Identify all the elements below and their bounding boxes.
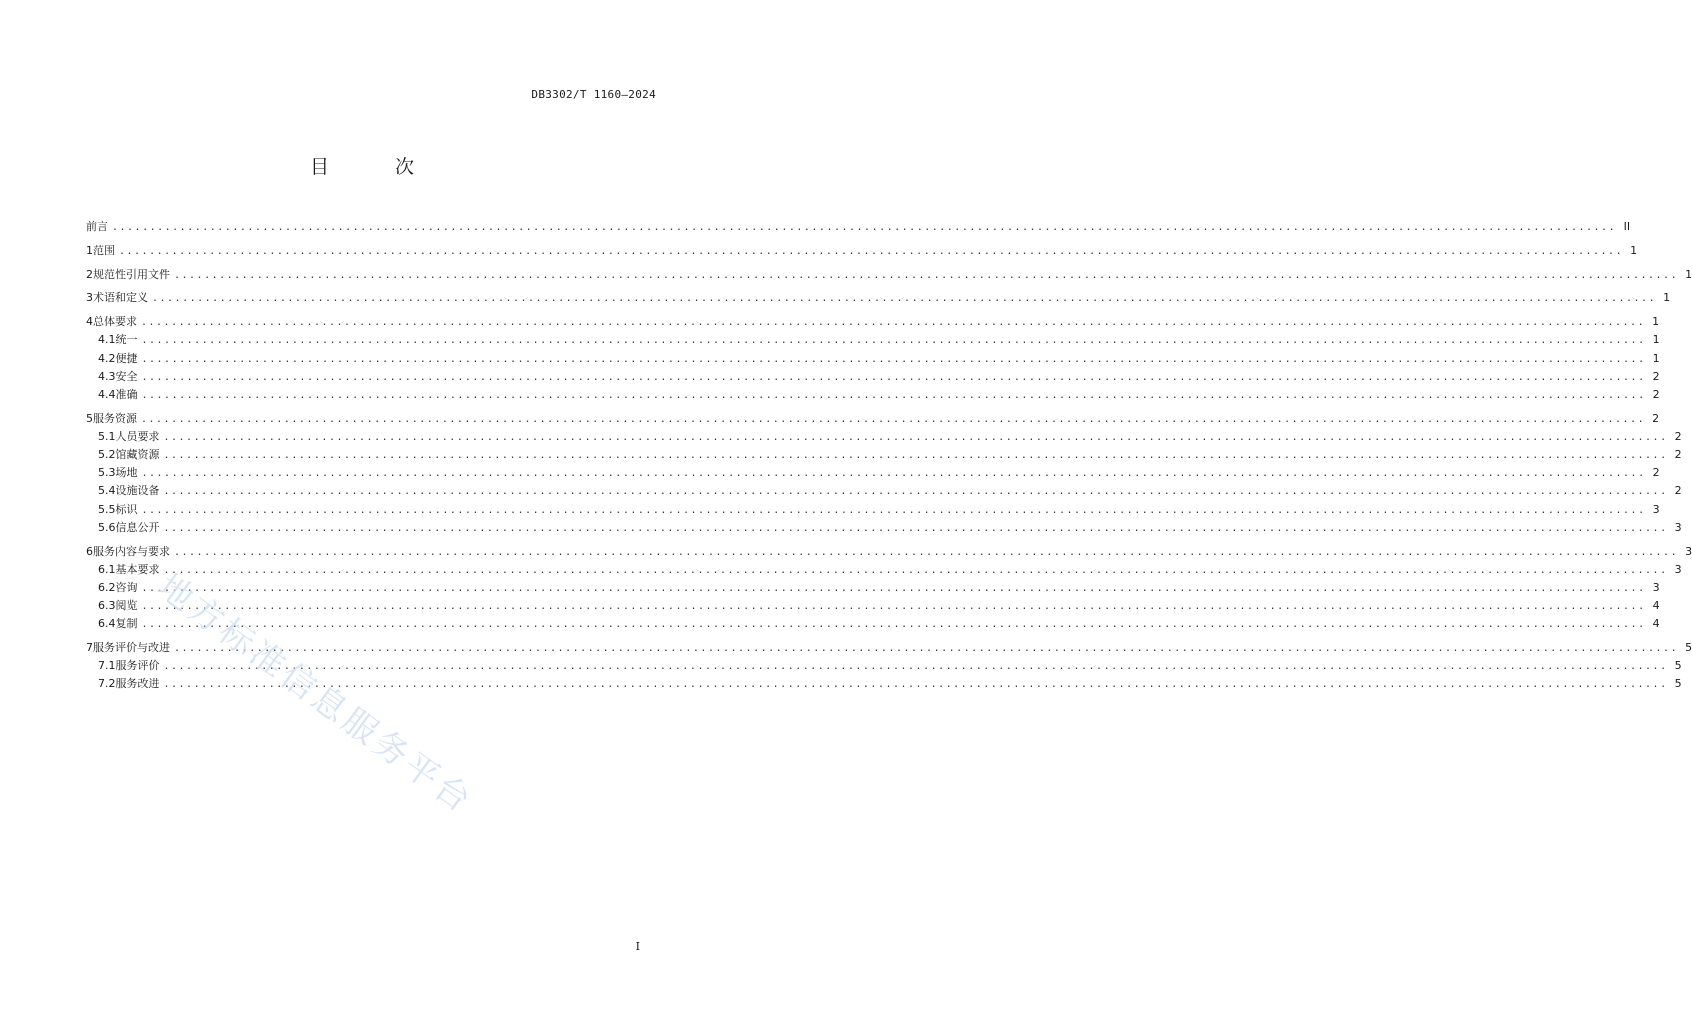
toc-entry-number: 4 (86, 315, 93, 329)
toc-entry-label: 咨询 (115, 580, 138, 594)
toc-entry[interactable] (86, 313, 1660, 331)
toc-entry[interactable] (86, 368, 1660, 386)
toc-entry-number: 6.3 (98, 599, 116, 613)
toc-entry-page: 2 (1674, 429, 1682, 443)
toc-entry-page: 5 (1685, 641, 1692, 655)
toc-dot-leader: ........................................................................................................................................................................................................ (141, 619, 1646, 631)
toc-dot-leader: ........................................................................................................................................................................................................ (141, 335, 1646, 347)
toc-entry-page: 1 (1652, 351, 1660, 365)
toc-entry-page: 3 (1652, 580, 1660, 594)
toc-entry-number: 6 (86, 544, 93, 558)
toc-dot-leader: ........................................................................................................................................................................................................ (163, 679, 1668, 691)
toc-entry-number: 6.4 (98, 617, 116, 631)
toc-entry-label: 场地 (115, 466, 138, 480)
toc-entry-label: 范围 (93, 243, 115, 257)
toc-entry-page: 3 (1674, 562, 1682, 576)
toc-dot-leader: ........................................................................................................................................................................................................ (141, 317, 1646, 329)
toc-entry-number: 5 (86, 411, 93, 425)
toc-entry-number: 6.1 (98, 562, 116, 576)
toc-entry-number: 4.2 (98, 351, 116, 365)
toc-entry-label: 便捷 (115, 351, 138, 365)
toc-entry[interactable] (86, 218, 1631, 236)
toc-entry-label: 总体要求 (93, 315, 137, 329)
toc-entry[interactable] (86, 410, 1660, 428)
toc-entry-number: 5.4 (98, 484, 116, 498)
document-code: DB3302/T 1160—2024 (531, 88, 656, 101)
toc-dot-leader: ........................................................................................................................................................................................................ (112, 222, 1617, 233)
toc-entry-page: 2 (1652, 411, 1660, 425)
toc-entry-label: 基本要求 (115, 562, 160, 576)
toc-entry-page: 3 (1685, 544, 1692, 558)
toc-dot-leader: ........................................................................................................................................................................................................ (174, 269, 1679, 281)
toc-entry-label: 服务评价 (115, 659, 160, 673)
toc-entry-page: 5 (1674, 677, 1682, 691)
toc-entry-label: 信息公开 (115, 520, 160, 534)
toc-entry[interactable] (86, 242, 1638, 260)
toc-dot-leader: ........................................................................................................................................................................................................ (163, 522, 1668, 534)
toc-entry[interactable] (86, 331, 1660, 349)
toc-entry-number: 1 (86, 243, 93, 257)
toc-entry-page: 2 (1652, 387, 1660, 401)
toc-entry[interactable] (86, 579, 1660, 597)
watermark: 地方标准信息服务平台 (149, 566, 481, 823)
toc-entry-number: 4.1 (98, 333, 116, 347)
toc-entry-label: 服务内容与要求 (93, 544, 170, 558)
toc-dot-leader: ........................................................................................................................................................................................................ (141, 582, 1646, 594)
toc-entry-number: 7.1 (98, 659, 116, 673)
toc-entry-page: 1 (1630, 243, 1638, 257)
toc-entry-label: 服务资源 (93, 411, 137, 425)
toc-entry-page: 3 (1652, 502, 1660, 516)
toc-dot-leader: ........................................................................................................................................................................................................ (174, 643, 1679, 655)
toc-entry-number: 5.2 (98, 448, 116, 462)
toc-entry-label: 标识 (115, 502, 138, 516)
toc-dot-leader: ........................................................................................................................................................................................................ (163, 486, 1668, 498)
toc-entry-page: 4 (1652, 617, 1660, 631)
toc-dot-leader: ........................................................................................................................................................................................................ (141, 504, 1646, 516)
toc-title: 目 次 (309, 156, 445, 178)
toc-dot-leader: ........................................................................................................................................................................................................ (163, 564, 1668, 576)
toc-entry[interactable] (86, 464, 1660, 482)
toc-entry-label: 术语和定义 (93, 291, 148, 305)
toc-entry-page: 1 (1685, 267, 1692, 281)
toc-entry-number: 5.5 (98, 502, 116, 516)
toc-dot-leader: ........................................................................................................................................................................................................ (174, 546, 1679, 558)
toc-dot-leader: ........................................................................................................................................................................................................ (141, 389, 1646, 401)
toc-entry[interactable] (86, 597, 1660, 615)
toc-entry-number: 2 (86, 267, 93, 281)
toc-entry-page: 4 (1652, 599, 1660, 613)
toc-entry-label: 复制 (115, 617, 138, 631)
toc-entry-page: 2 (1652, 466, 1660, 480)
toc-entry-label: 人员要求 (115, 429, 160, 443)
toc-entry-page: 5 (1674, 659, 1682, 673)
toc-entry-page: 2 (1652, 369, 1660, 383)
toc-entry-number: 6.2 (98, 580, 116, 594)
toc-dot-leader: ........................................................................................................................................................................................................ (141, 353, 1646, 365)
toc-dot-leader: ........................................................................................................................................................................................................ (141, 413, 1646, 425)
toc-entry[interactable] (86, 543, 1692, 561)
toc-dot-leader: ........................................................................................................................................................................................................ (141, 468, 1646, 480)
toc-entry-number: 7 (86, 641, 93, 655)
toc-entry-page: 1 (1663, 291, 1671, 305)
toc-entry[interactable] (86, 561, 1682, 579)
toc-entry-page: 1 (1652, 315, 1660, 329)
toc-entry-number: 5.6 (98, 520, 116, 534)
toc-entry-label: 阅览 (115, 599, 138, 613)
toc-entry-label: 安全 (115, 369, 138, 383)
page-number: I (635, 940, 640, 953)
toc-entry-label: 设施设备 (115, 484, 160, 498)
toc-entry[interactable] (86, 519, 1682, 537)
toc-entry[interactable] (86, 289, 1671, 307)
toc-entry-number: 4.4 (98, 387, 116, 401)
toc-entry[interactable] (86, 428, 1682, 446)
toc-entry-label: 统一 (115, 333, 138, 347)
toc-entry-label: 服务改进 (115, 677, 160, 691)
table-of-contents (86, 218, 1692, 694)
toc-entry[interactable] (86, 350, 1660, 368)
toc-dot-leader: ........................................................................................................................................................................................................ (163, 450, 1668, 462)
toc-dot-leader: ........................................................................................................................................................................................................ (163, 431, 1668, 443)
toc-entry[interactable] (86, 501, 1660, 519)
toc-entry[interactable] (86, 446, 1682, 464)
toc-entry-page: 2 (1674, 448, 1682, 462)
toc-entry[interactable] (86, 675, 1682, 693)
toc-entry[interactable] (86, 639, 1692, 657)
toc-entry[interactable] (86, 482, 1682, 500)
toc-entry-label: 馆藏资源 (115, 448, 160, 462)
toc-dot-leader: ........................................................................................................................................................................................................ (119, 245, 1624, 257)
toc-entry-page: 3 (1674, 520, 1682, 534)
toc-entry-page: 1 (1652, 333, 1660, 347)
toc-dot-leader: ........................................................................................................................................................................................................ (141, 371, 1646, 383)
toc-entry-number: 5.3 (98, 466, 116, 480)
toc-entry[interactable] (86, 657, 1682, 675)
toc-entry-number: 4.3 (98, 369, 116, 383)
toc-entry-label: 规范性引用文件 (93, 267, 170, 281)
toc-dot-leader: ........................................................................................................................................................................................................ (152, 293, 1657, 305)
toc-entry-number: 5.1 (98, 429, 116, 443)
toc-dot-leader: ........................................................................................................................................................................................................ (141, 601, 1646, 613)
toc-entry-label: 服务评价与改进 (93, 641, 170, 655)
toc-entry-page: II (1623, 220, 1631, 233)
toc-entry[interactable] (86, 266, 1692, 284)
toc-entry-page: 2 (1674, 484, 1682, 498)
toc-entry-label: 准确 (115, 387, 138, 401)
toc-entry[interactable] (86, 615, 1660, 633)
toc-entry[interactable] (86, 386, 1660, 404)
toc-entry-number: 7.2 (98, 677, 116, 691)
toc-dot-leader: ........................................................................................................................................................................................................ (163, 661, 1668, 673)
toc-entry-label: 前言 (86, 220, 108, 233)
toc-entry-number: 3 (86, 291, 93, 305)
